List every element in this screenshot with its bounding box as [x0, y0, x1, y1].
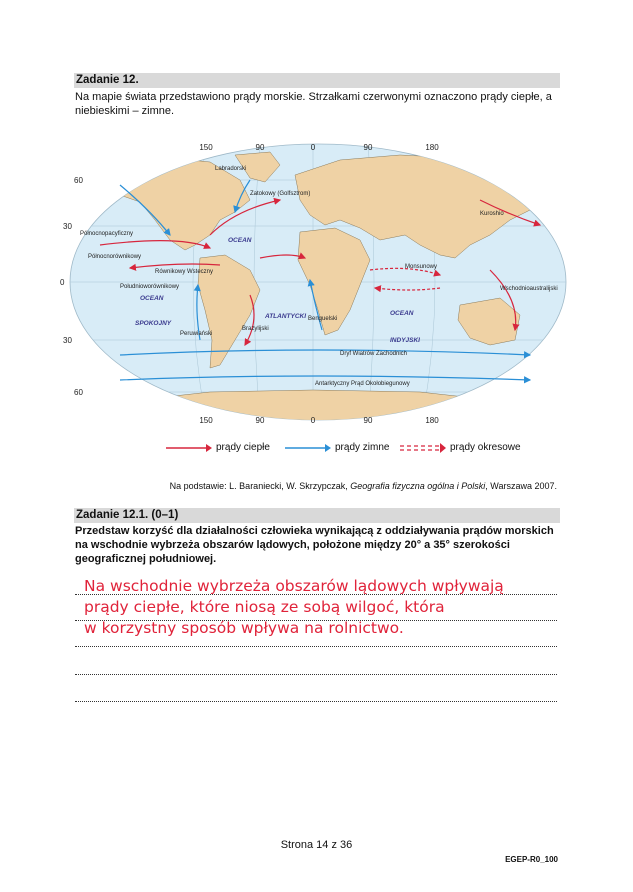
grid-left-30s: 30 — [63, 336, 72, 345]
legend-periodic-arrow-icon — [400, 443, 446, 453]
grid-bottom-180: 180 — [425, 416, 439, 425]
grid-left-0: 0 — [60, 278, 65, 287]
source-title: Geografia fizyczna ogólna i Polski — [350, 481, 486, 491]
label-kuroshio: Kuroshio — [480, 211, 504, 217]
answer-line-2: prądy ciepłe, które niosą ze sobą wilgoć, która — [84, 598, 445, 616]
grid-left-60s: 60 — [74, 388, 83, 397]
grid-top-180: 180 — [425, 143, 439, 152]
label-benguela: Benguelski — [308, 316, 338, 322]
label-equatorial-counter: Równikowy Wsteczny — [155, 269, 214, 275]
exam-code: EGEP-R0_100 — [505, 855, 558, 864]
label-brazil: Brazylijski — [242, 326, 269, 332]
legend-warm-arrow-icon — [166, 444, 212, 452]
grid-top-0: 0 — [310, 143, 316, 152]
grid-bottom-0: 0 — [310, 416, 316, 425]
legend-cold — [285, 442, 389, 453]
ocean-label-pacific-1: OCEAN — [140, 295, 164, 302]
label-monsoon: Monsunowy — [405, 264, 438, 270]
legend-warm-label: prądy ciepłe — [216, 442, 270, 453]
ocean-label-atlantic-2: ATLANTYCKI — [265, 313, 307, 320]
label-east-australian: Wschodnioaustralijski — [500, 286, 558, 292]
legend-warm — [166, 442, 270, 453]
grid-top-150: 150 — [199, 143, 213, 152]
grid-bottom-150: 150 — [199, 416, 213, 425]
answer-line — [75, 701, 557, 702]
task12-1-instruction: Przedstaw korzyść dla działalności człowieka wynikającą z oddziaływania prądów morskich na wschodnie wybrzeża obszarów lądowych, położone między 20° a 35° szerokości geograficznej południowej. — [75, 525, 554, 565]
task12-intro: Na mapie świata przedstawiono prądy morskie. Strzałkami czerwonymi oznaczono prądy ciepłe, a niebieskimi – zimne. — [75, 91, 552, 117]
source-suffix: , Warszawa 2007. — [485, 481, 557, 491]
label-gulf: Zatokowy (Golfsztrom) — [250, 191, 311, 197]
ocean-label-atlantic-1: OCEAN — [228, 237, 252, 244]
label-west-wind: Dryf Wiatrów Zachodnich — [340, 351, 408, 357]
grid-bottom-90e: 90 — [363, 416, 373, 425]
source-prefix: Na podstawie: L. Baraniecki, W. Skrzypczak, — [169, 481, 351, 491]
label-antarctic: Antarktyczny Prąd Okołobiegunowy — [315, 381, 410, 387]
label-north-equatorial: Północnorównikowy — [88, 254, 142, 260]
task12-1-header: Zadanie 12.1. (0–1) — [74, 508, 560, 523]
grid-left-60n: 60 — [74, 176, 83, 185]
legend-periodic-label: prądy okresowe — [450, 442, 521, 453]
ocean-label-indian-2: INDYJSKI — [390, 337, 420, 344]
page-number: Strona 14 z 36 — [280, 839, 353, 851]
grid-bottom-90w: 90 — [255, 416, 265, 425]
grid-left-30n: 30 — [63, 222, 72, 231]
answer-line-1: Na wschodnie wybrzeża obszarów lądowych wpływają — [84, 577, 504, 595]
label-north-pacific: Północnopacyficzny — [80, 231, 134, 237]
world-currents-map — [60, 140, 576, 425]
answer-line — [75, 646, 557, 647]
label-south-equatorial: Południoworównikowy — [120, 284, 180, 290]
grid-top-90w: 90 — [255, 143, 265, 152]
legend-periodic — [400, 442, 521, 453]
legend-cold-label: prądy zimne — [335, 442, 390, 453]
label-labrador: Labradorski — [215, 166, 247, 172]
map-source — [0, 481, 557, 491]
ocean-label-pacific-2: SPOKOJNY — [135, 320, 172, 327]
label-peru: Peruwiański — [180, 331, 213, 337]
legend-cold-arrow-icon — [285, 444, 331, 452]
grid-top-90e: 90 — [363, 143, 373, 152]
answer-line-3: w korzystny sposób wpływa na rolnictwo. — [84, 619, 404, 637]
ocean-label-indian-1: OCEAN — [390, 310, 414, 317]
answer-line — [75, 674, 557, 675]
task12-header: Zadanie 12. — [74, 73, 560, 88]
handwritten-answer — [84, 576, 554, 639]
